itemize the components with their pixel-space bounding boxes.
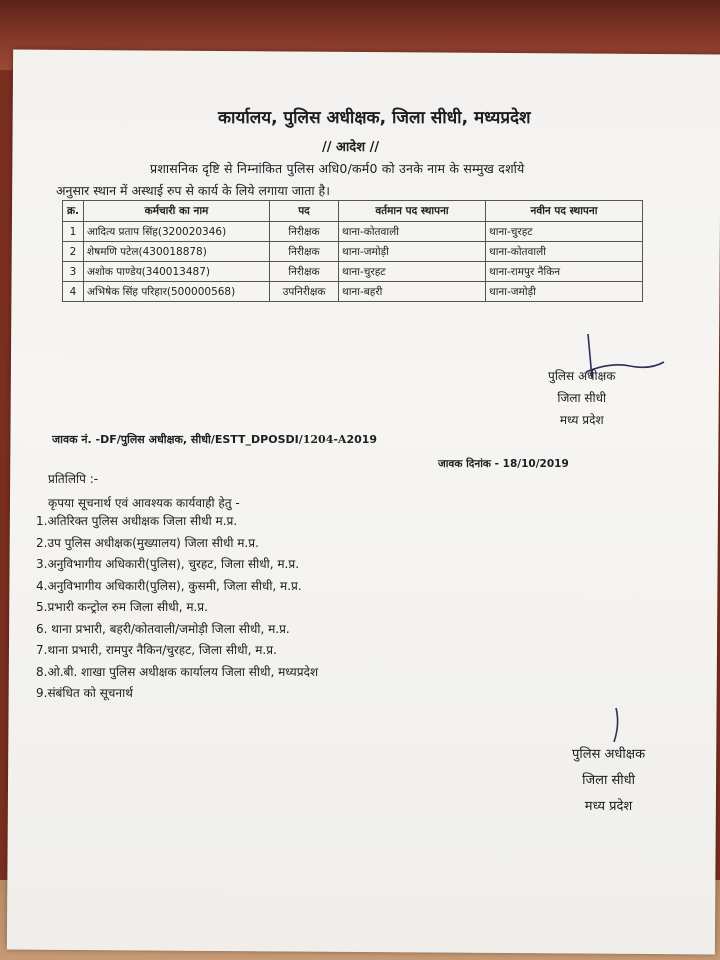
table-header-row bbox=[63, 201, 643, 222]
header-new-posting: नवीन पद स्थापना bbox=[486, 201, 643, 222]
table-row bbox=[63, 222, 643, 242]
dispatch-reference bbox=[52, 432, 377, 447]
cell-post: निरीक्षक bbox=[270, 262, 339, 282]
signature-2-state: मध्य प्रदेश bbox=[584, 799, 633, 814]
cell-current-posting: थाना-कोतवाली bbox=[339, 222, 486, 242]
cell-serial: 2 bbox=[63, 242, 84, 262]
list-item: 8.ओ.बी. शाखा पुलिस अधीक्षक कार्यालय जिला सीधी, मध्यप्रदेश bbox=[36, 664, 319, 679]
intro-line-1: प्रशासनिक दृष्टि से निम्नांकित पुलिस अधि0/कर्म0 को उनके नाम के सम्मुख दर्शाये bbox=[150, 161, 525, 176]
cell-current-posting: थाना-जमोड़ी bbox=[339, 242, 486, 262]
cell-new-posting: थाना-चुरहट bbox=[486, 222, 643, 242]
cell-post: उपनिरीक्षक bbox=[270, 282, 339, 302]
signature-1-state: मध्य प्रदेश bbox=[559, 413, 604, 427]
cell-new-posting: थाना-जमोड़ी bbox=[486, 282, 643, 302]
cell-employee-name: अशोक पाण्डेय(340013487) bbox=[84, 262, 270, 282]
table-row bbox=[63, 282, 643, 302]
transfer-table bbox=[62, 200, 643, 302]
list-item: 7.थाना प्रभारी, रामपुर नैकिन/चुरहट, जिला सीधी, म.प्र. bbox=[36, 643, 277, 657]
cell-serial: 4 bbox=[63, 282, 84, 302]
signature-1-district: जिला सीधी bbox=[557, 391, 607, 405]
header-post: पद bbox=[270, 201, 339, 222]
cell-post: निरीक्षक bbox=[270, 242, 339, 262]
list-item: 2.उप पुलिस अधीक्षक(मुख्यालय) जिला सीधी म.प्र. bbox=[36, 535, 259, 550]
header-employee-name: कर्मचारी का नाम bbox=[84, 201, 270, 222]
cell-employee-name: आदित्य प्रताप सिंह(320020346) bbox=[84, 222, 270, 242]
cell-employee-name: शेषमणि पटेल(430018878) bbox=[84, 242, 270, 262]
table-row bbox=[63, 242, 643, 262]
copy-to-list bbox=[36, 511, 318, 705]
signature-block-1 bbox=[548, 365, 615, 431]
list-item: 5.प्रभारी कन्ट्रोल रुम जिला सीधी, म.प्र. bbox=[36, 600, 208, 614]
cell-serial: 3 bbox=[63, 262, 84, 282]
signature-1-title: पुलिस अधीक्षक bbox=[548, 369, 616, 383]
list-item: 9.संबंधित को सूचनार्थ bbox=[36, 686, 133, 700]
reference-year: 2019 bbox=[346, 433, 378, 446]
reference-prefix: जावक नं. -DF/पुलिस अधीक्षक, सीधी/ESTT_DPOSDI/ bbox=[52, 433, 303, 446]
signature-2-title: पुलिस अधीक्षक bbox=[572, 747, 646, 762]
list-item: 1.अतिरिक्त पुलिस अधीक्षक जिला सीधी म.प्र. bbox=[36, 514, 238, 528]
cell-employee-name: अभिषेक सिंह परिहार(500000568) bbox=[84, 282, 270, 302]
cell-serial: 1 bbox=[63, 222, 84, 242]
cell-new-posting: थाना-कोतवाली bbox=[486, 242, 643, 262]
copy-to-heading: प्रतिलिपि :- bbox=[48, 472, 99, 486]
signature-block-2 bbox=[572, 742, 645, 820]
signature-scribble-2 bbox=[606, 706, 636, 746]
cell-current-posting: थाना-बहरी bbox=[339, 282, 486, 302]
cell-post: निरीक्षक bbox=[270, 222, 339, 242]
list-item: 3.अनुविभागीय अधिकारी(पुलिस), चुरहट, जिला सीधी, म.प्र. bbox=[36, 557, 300, 571]
reference-number: 1204-A bbox=[302, 433, 347, 446]
table-row bbox=[63, 262, 643, 282]
signature-2-district: जिला सीधी bbox=[582, 773, 635, 788]
list-item: 6. थाना प्रभारी, बहरी/कोतवाली/जमोड़ी जिला सीधी, म.प्र. bbox=[36, 621, 290, 636]
intro-line-2: अनुसार स्थान में अस्थाई रुप से कार्य के लिये लगाया जाता है। bbox=[56, 183, 330, 198]
header-serial: क्र. bbox=[63, 201, 84, 222]
list-item: 4.अनुविभागीय अधिकारी(पुलिस), कुसमी, जिला सीधी, म.प्र. bbox=[36, 578, 302, 593]
dispatch-date: जावक दिनांक - 18/10/2019 bbox=[438, 458, 569, 470]
copy-to-subheading: कृपया सूचनार्थ एवं आवश्यक कार्यवाही हेतु - bbox=[48, 496, 240, 510]
order-heading: // आदेश // bbox=[322, 140, 380, 155]
header-current-posting: वर्तमान पद स्थापना bbox=[339, 201, 486, 222]
office-title: कार्यालय, पुलिस अधीक्षक, जिला सीधी, मध्यप्रदेश bbox=[218, 108, 531, 128]
cell-new-posting: थाना-रामपुर नैकिन bbox=[486, 262, 643, 282]
cell-current-posting: थाना-चुरहट bbox=[339, 262, 486, 282]
